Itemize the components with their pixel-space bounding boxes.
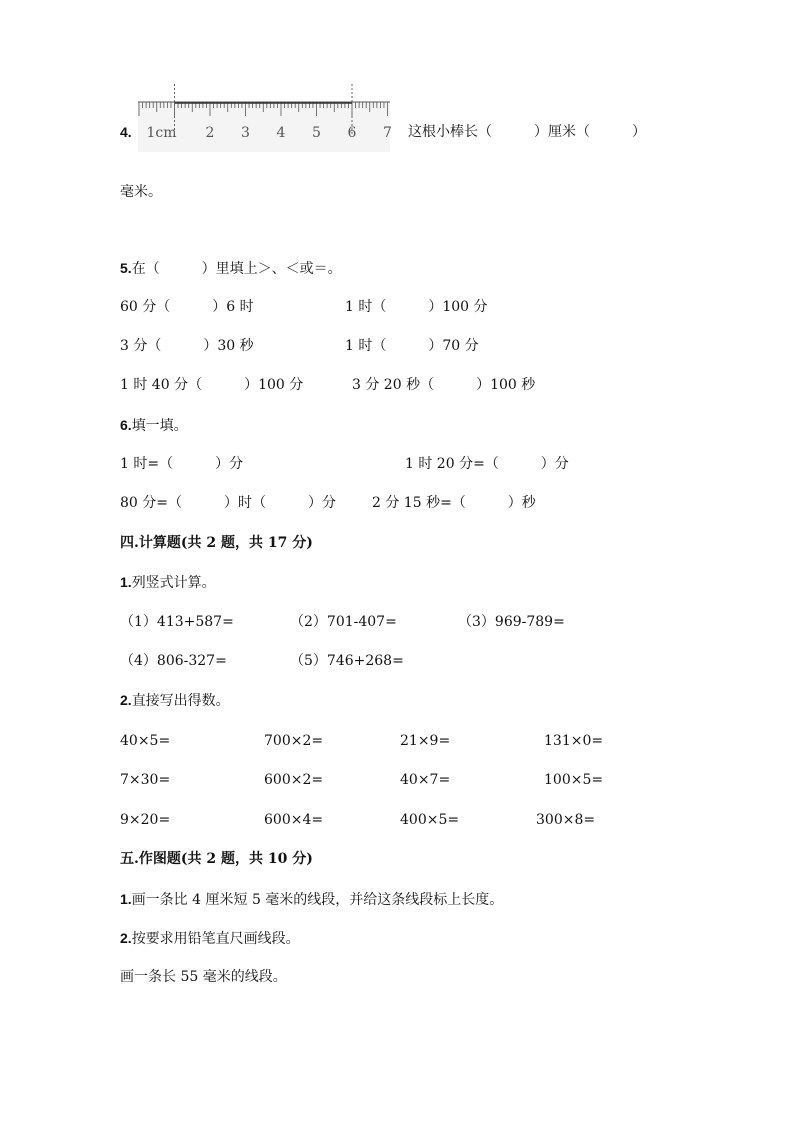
q4-text: 这根小棒长（ ）厘米（ ） <box>408 124 646 140</box>
calc-r3-c3: 400×5= <box>400 812 460 828</box>
calc-r2-c2: 600×2= <box>264 772 324 788</box>
q6-row1-left: 1 时=（ ）分 <box>120 456 244 472</box>
s4-q1-item-2: （2）701-407= <box>290 614 397 630</box>
section4-title: 四.计算题(共 2 题，共 17 分) <box>120 535 313 551</box>
s4-q1-item-5: （5）746+268= <box>290 653 404 669</box>
s4-q1-title: 列竖式计算。 <box>131 575 216 591</box>
q6-number: 6. <box>120 417 132 433</box>
s5-q2-line <box>120 928 300 949</box>
calc-r2-c1: 7×30= <box>120 772 171 788</box>
s5-q2-subtext: 画一条长 55 毫米的线段。 <box>120 969 287 985</box>
s4-q2-title: 直接写出得数。 <box>131 693 230 709</box>
calc-r2-c4: 100×5= <box>544 772 604 788</box>
s5-q1-line <box>120 889 503 910</box>
s5-q2-number: 2. <box>120 930 132 946</box>
s5-q1-text: 画一条比 4 厘米短 5 毫米的线段，并给这条线段标上长度。 <box>131 892 504 908</box>
q5-row2-right: 1 时（ ）70 分 <box>345 338 479 354</box>
q5-row3-right: 3 分 20 秒（ ）100 秒 <box>352 377 536 393</box>
s4-q1-number: 1. <box>120 574 132 590</box>
calc-r3-c4: 300×8= <box>536 812 596 828</box>
q6-row1-right: 1 时 20 分=（ ）分 <box>405 456 569 472</box>
calc-r1-c3: 21×9= <box>400 733 451 749</box>
s5-q1-number: 1. <box>120 891 132 907</box>
q5-number: 5. <box>120 260 132 276</box>
section5-title: 五.作图题(共 2 题，共 10 分) <box>120 851 313 867</box>
q5-row1-left: 60 分（ ）6 时 <box>120 299 254 315</box>
calc-r3-c1: 9×20= <box>120 812 171 828</box>
ruler-label: 3 <box>241 125 250 141</box>
s4-q2-number: 2. <box>120 692 132 708</box>
calc-r1-c2: 700×2= <box>264 733 324 749</box>
ruler-label: 5 <box>312 125 321 141</box>
q6-row2-left: 80 分=（ ）时（ ）分 <box>120 495 336 511</box>
q5-row3-left: 1 时 40 分（ ）100 分 <box>120 377 304 393</box>
q5-title-line <box>120 258 342 279</box>
ruler-label: 4 <box>276 125 286 141</box>
calc-r3-c2: 600×4= <box>264 812 324 828</box>
calc-r1-c4: 131×0= <box>544 733 604 749</box>
s4-q1-item-3: （3）969-789= <box>458 614 565 630</box>
ruler-label: 1cm <box>146 125 177 141</box>
s4-q1-item-4: （4）806-327= <box>120 653 227 669</box>
q4-continuation: 毫米。 <box>120 184 162 200</box>
q5-title: 在（ ）里填上＞、＜或＝。 <box>131 261 342 277</box>
ruler-label: 6 <box>347 125 357 141</box>
calc-r1-c1: 40×5= <box>120 733 171 749</box>
calc-r2-c3: 40×7= <box>400 772 451 788</box>
ruler-label: 2 <box>205 125 215 141</box>
q6-title-line <box>120 415 188 436</box>
s5-q2-text: 按要求用铅笔直尺画线段。 <box>131 931 300 947</box>
s4-q1-item-1: （1）413+587= <box>120 614 234 630</box>
q5-row2-left: 3 分（ ）30 秒 <box>120 338 254 354</box>
s4-q2-title-line <box>120 690 230 711</box>
ruler-image <box>138 84 392 154</box>
s4-q1-title-line <box>120 572 216 593</box>
q6-title: 填一填。 <box>131 418 188 434</box>
q4-number: 4. <box>120 124 132 140</box>
ruler-label: 7 <box>383 125 392 141</box>
q6-row2-right: 2 分 15 秒=（ ）秒 <box>372 495 536 511</box>
q5-row1-right: 1 时（ ）100 分 <box>345 299 488 315</box>
